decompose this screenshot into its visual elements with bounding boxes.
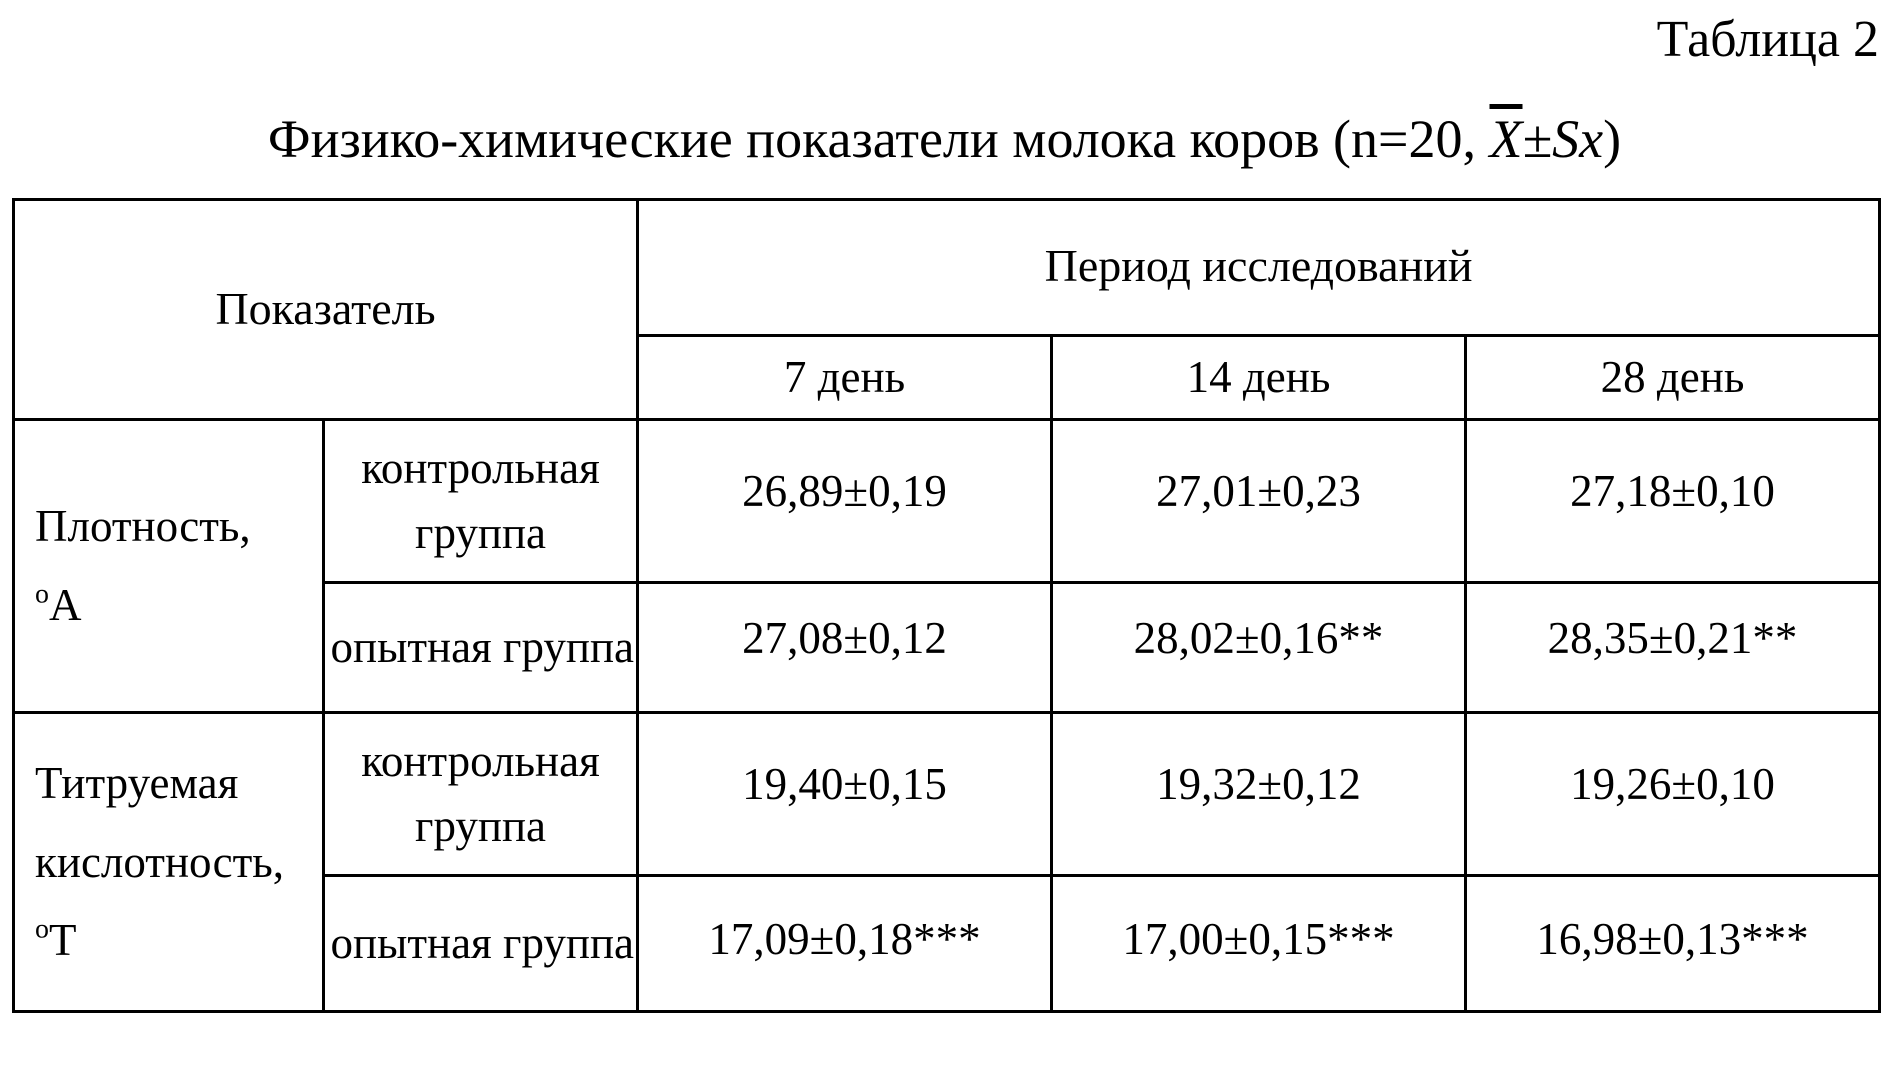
group-control-line2: группа <box>415 801 547 851</box>
value-cell: 16,98±0,13*** <box>1466 876 1880 1012</box>
header-day-28: 28 день <box>1466 336 1880 420</box>
group-control <box>324 420 638 583</box>
value-cell: 27,18±0,10 <box>1466 420 1880 583</box>
group-experimental: опытная группа <box>324 876 638 1012</box>
title-formula-mean: $\overline{X}$ <box>1489 109 1523 169</box>
table-title-text: Физико-химические показатели молока коров (n=20, <box>267 109 1490 169</box>
value-cell: 19,26±0,10 <box>1466 713 1880 876</box>
header-row-1 <box>14 200 1880 336</box>
value-cell: 28,35±0,21** <box>1466 583 1880 713</box>
group-control-line1: контрольная <box>361 735 600 786</box>
value-cell: 26,89±0,19 <box>638 420 1052 583</box>
value-cell: 27,08±0,12 <box>638 583 1052 713</box>
value-cell: 19,40±0,15 <box>638 713 1052 876</box>
data-table <box>12 198 1881 1013</box>
header-period: Период исследований <box>638 200 1880 336</box>
title-formula <box>1490 109 1604 169</box>
header-day-14: 14 день <box>1052 336 1466 420</box>
degree-sign: о <box>35 578 49 610</box>
header-day-7: 7 день <box>638 336 1052 420</box>
indicator-acidity <box>14 713 324 1012</box>
indicator-density-name: Плотность, <box>35 501 251 552</box>
group-experimental: опытная группа <box>324 583 638 713</box>
indicator-density <box>14 420 324 713</box>
value-cell: 19,32±0,12 <box>1052 713 1466 876</box>
group-control-line2: группа <box>415 508 547 558</box>
value-cell: 17,09±0,18*** <box>638 876 1052 1012</box>
indicator-acidity-line1: Титруемая <box>35 757 239 808</box>
indicator-acidity-unit: Т <box>48 915 77 966</box>
value-cell: 17,00±0,15*** <box>1052 876 1466 1012</box>
header-indicator: Показатель <box>14 200 638 420</box>
table-row <box>14 713 1880 876</box>
indicator-density-unit: А <box>48 580 82 630</box>
group-control-line1: контрольная <box>361 442 600 493</box>
title-formula-error: ±Sx <box>1522 109 1604 169</box>
group-control <box>324 713 638 876</box>
indicator-acidity-line2: кислотность, <box>35 836 285 887</box>
table-row <box>14 420 1880 583</box>
degree-sign: о <box>35 914 49 946</box>
value-cell: 28,02±0,16** <box>1052 583 1466 713</box>
table-title <box>0 109 1889 169</box>
table-number: Таблица 2 <box>1656 11 1879 68</box>
value-cell: 27,01±0,23 <box>1052 420 1466 583</box>
title-close-paren: ) <box>1603 109 1622 169</box>
